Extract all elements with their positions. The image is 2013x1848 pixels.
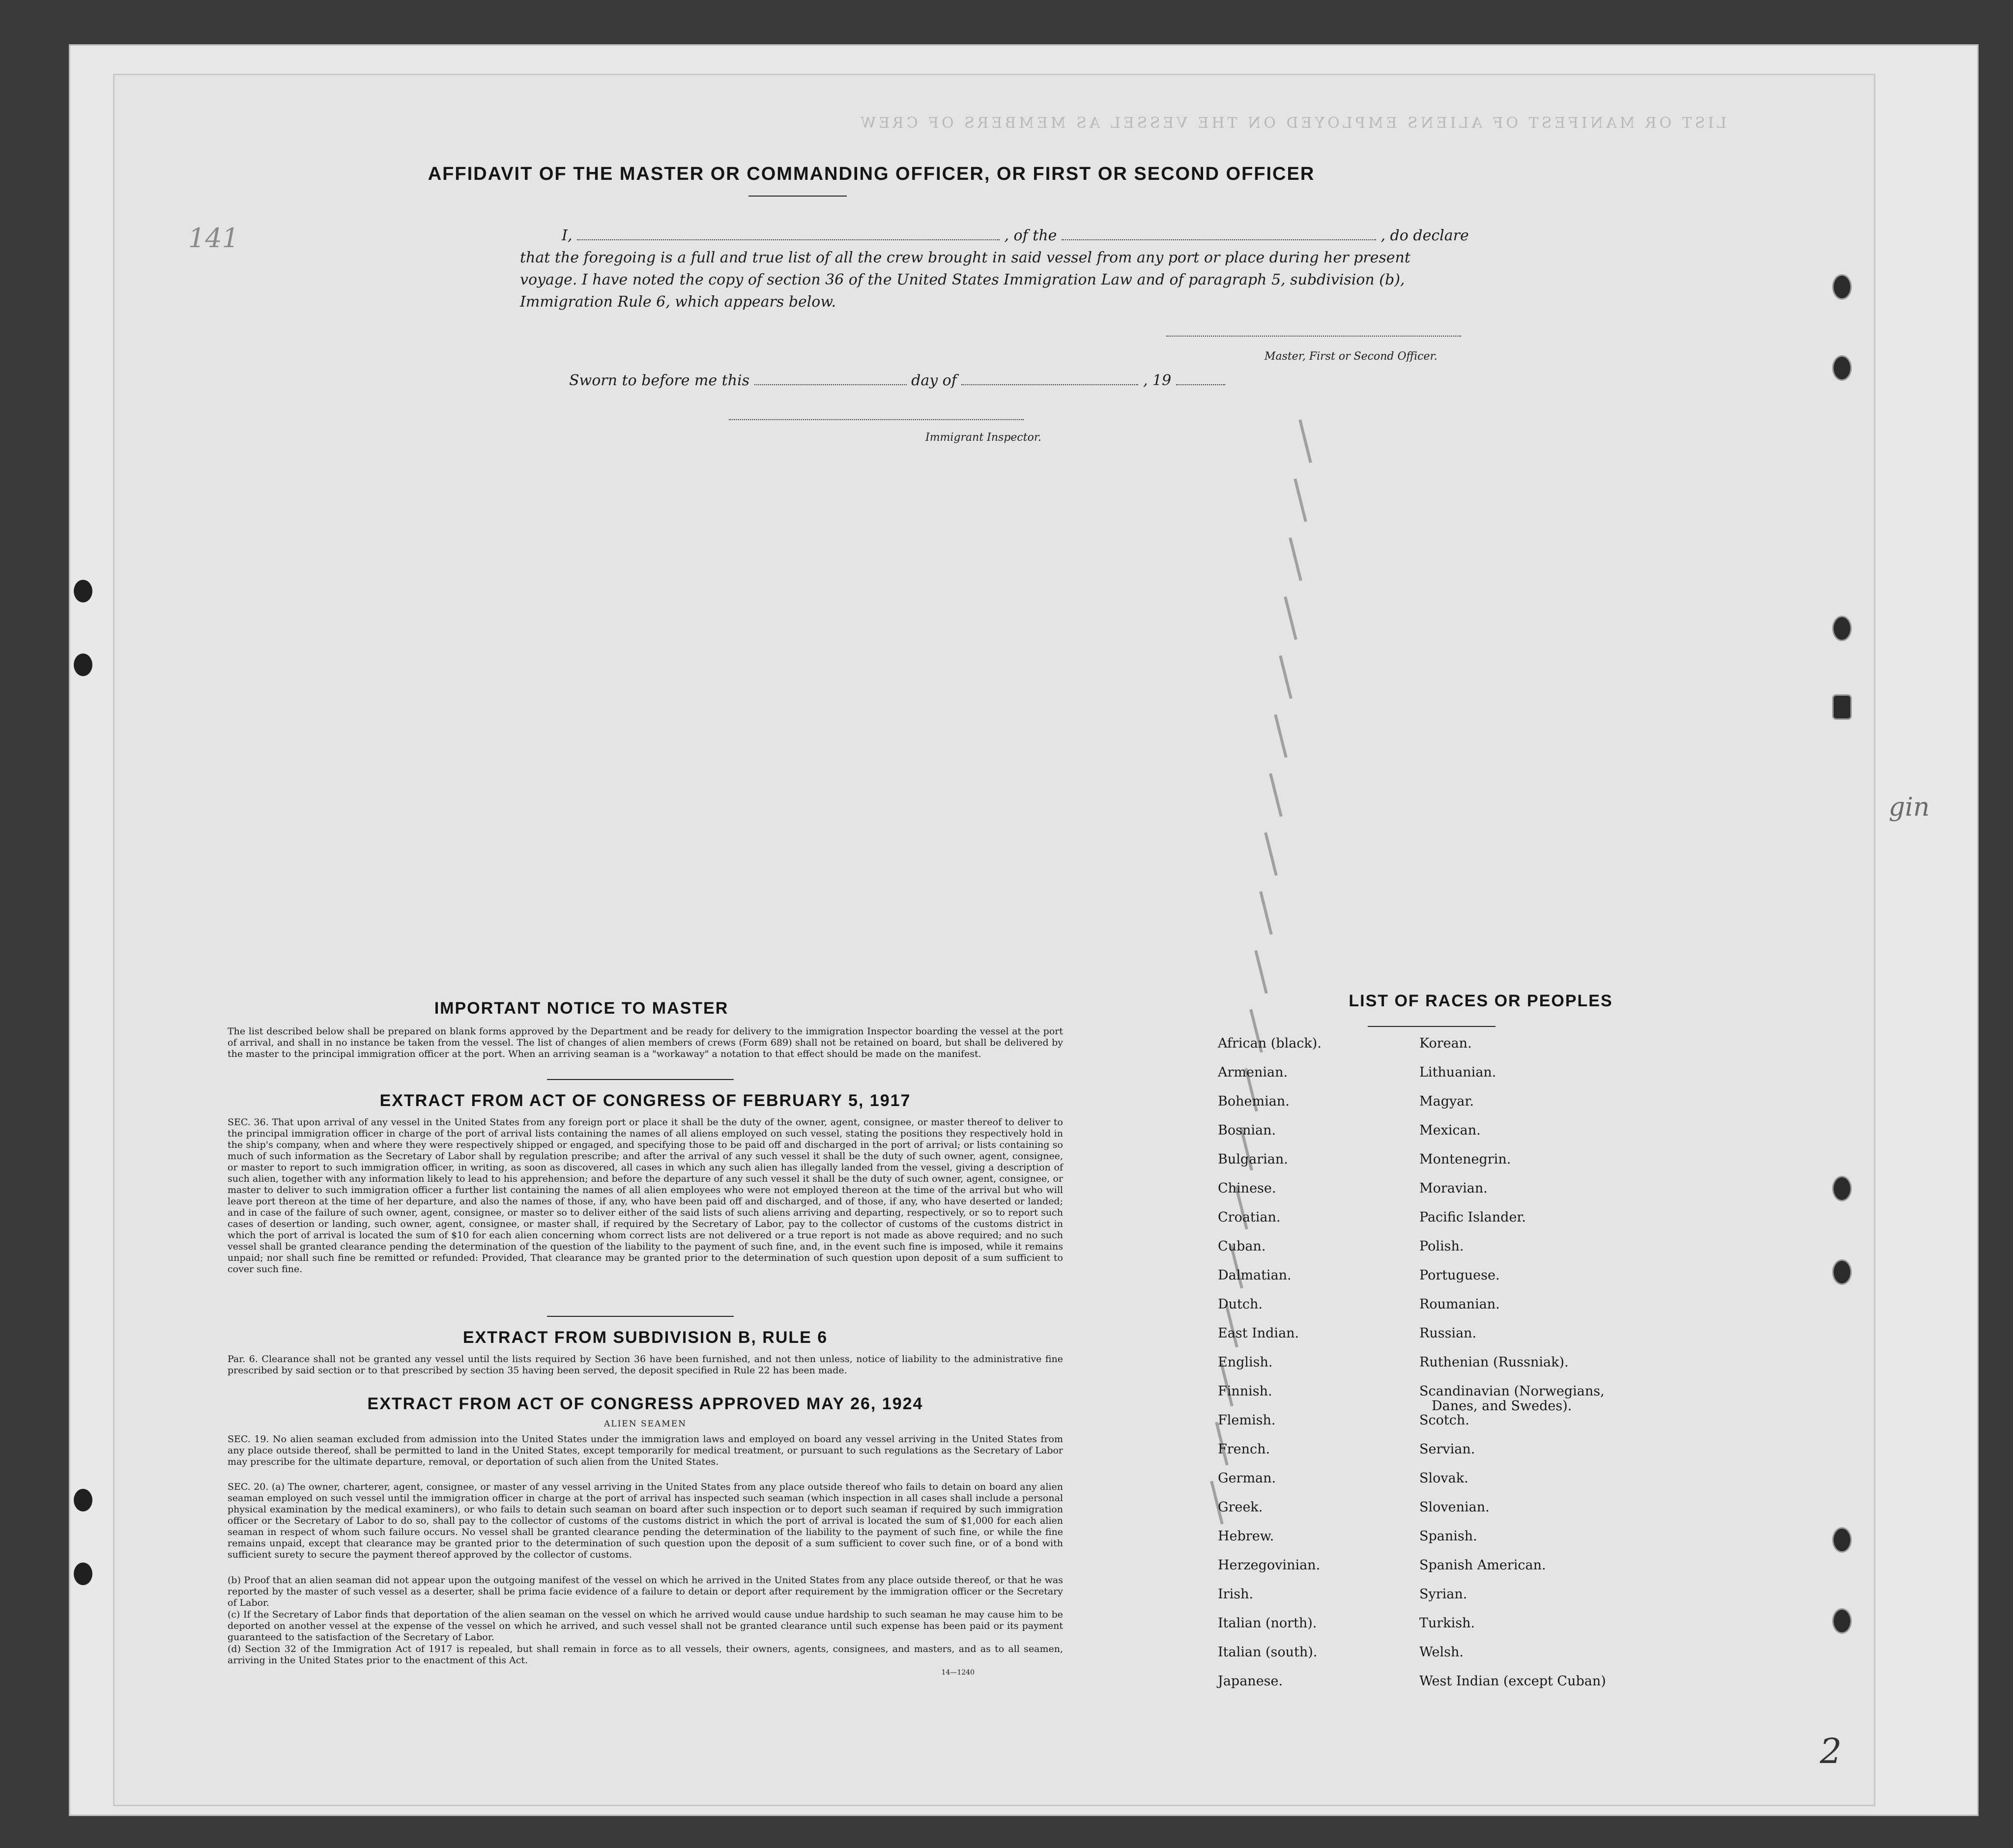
punch-hole [1832,1176,1852,1201]
race-item: Spanish American. [1419,1558,1546,1573]
race-item: Scandinavian (Norwegians, [1419,1384,1605,1399]
race-item: Magyar. [1419,1094,1474,1109]
race-item: Syrian. [1419,1587,1467,1602]
alien-seamen-subtitle: ALIEN SEAMEN [604,1419,687,1429]
affidavit-text-line: that the foregoing is a full and true list of all the crew brought in said vessel from any port or place during her present [520,249,1410,266]
notice-title: IMPORTANT NOTICE TO MASTER [434,999,729,1018]
name-blank[interactable] [577,239,1000,240]
race-item: Moravian. [1419,1181,1488,1196]
section-rule [547,1079,734,1080]
page-number: 141 [188,223,239,254]
i-label: I, [562,227,573,244]
race-item: Bohemian. [1218,1094,1290,1109]
races-rule [1368,1026,1495,1027]
declare-label: , do declare [1380,227,1469,244]
sec19-text: SEC. 19. No alien seaman excluded from admission into the United States under the immigration laws and employed on board any vessel arriving in the United States from any place outside thereof, shall be permitted to land in the United States, except temporarily for medical treatment, or pursuant to such regulations as the Secretary of Labor may prescribe for the ultimate departure, removal, or deportation of such alien from the United States. [228,1434,1063,1467]
bleed-through-header: LIST OR MANIFEST OF ALIENS EMPLOYED ON THE VESSEL AS MEMBERS OF CREW [858,114,1726,132]
race-item: Chinese. [1218,1181,1276,1196]
sec20a-text: SEC. 20. (a) The owner, charterer, agent, consignee, or master of any vessel arriving in the United States from any place outside thereof who fails to detain on board any alien seaman employed on such vessel until the immigration officer in charge at the port of arrival has inspected such seaman (which inspection in all cases shall include a personal physical examination by the medical examiners), or who fails to detain such seaman on board after such inspection or to deport such seaman if required by such immigration officer or the Secretary of Labor to do so, shall pay to the collector of customs of the customs district in which the port of arrival is located the sum of $1,000 for each alien seaman in respect of whom such failure occurs. No vessel shall be granted clearance pending the determination of the liability to the payment of such fine, or while the fine remains unpaid, except that clearance may be granted prior to the determination of such question upon the deposit of a sum sufficient to cover such fine, or of a bond with sufficient surety to secure the payment thereof approved by the collector of customs. [228,1481,1063,1560]
of-the-label: , of the [1004,227,1057,244]
sec20c-text: (c) If the Secretary of Labor finds that deportation of the alien seaman on the vessel on which he arrived would cause undue hardship to such seaman he may cause him to be deported on another vessel at the expense of the vessel on which he arrived, and such vessel shall not be granted clearance until such expense has been paid or its payment guaranteed to the satisfaction of the Secretary of Labor. [228,1609,1063,1643]
tally-mark [1259,891,1273,935]
sworn-label: Sworn to before me this [569,372,750,389]
race-item: East Indian. [1218,1326,1299,1341]
race-item: Italian (north). [1218,1616,1317,1631]
race-item: Armenian. [1218,1065,1288,1080]
extract-rule6-body: Par. 6. Clearance shall not be granted any vessel until the lists required by Section 36 have been furnished, and not then unless, notice of liability to the administrative fine prescribed by said section or to that prescribed by section 35 having been served, the deposit specified in Rule 22 has been made. [228,1354,1063,1376]
race-item: Portuguese. [1419,1268,1500,1283]
sworn-day-blank[interactable] [754,384,907,385]
tally-mark [1289,538,1302,581]
sworn-line [569,370,1306,392]
race-item: French. [1218,1442,1270,1457]
races-title: LIST OF RACES OR PEOPLES [1349,992,1613,1010]
race-item: Danes, and Swedes). [1432,1398,1572,1414]
race-item: Hebrew. [1218,1529,1274,1544]
race-item: African (black). [1218,1036,1322,1051]
tally-mark [1294,479,1307,522]
tally-mark [1254,950,1268,994]
inspector-label: Immigrant Inspector. [925,431,1041,444]
race-item: Dalmatian. [1218,1268,1292,1283]
sworn-year-blank[interactable] [1176,384,1225,385]
race-item: Finnish. [1218,1384,1272,1399]
binder-hole [74,1563,92,1585]
race-item: Korean. [1419,1036,1472,1051]
race-item: Flemish. [1218,1413,1276,1428]
day-of-label: day of [911,372,957,389]
binder-hole [74,654,92,676]
affidavit-text-line: Immigration Rule 6, which appears below. [520,293,836,311]
punch-hole [1832,274,1852,300]
extract-1924-title: EXTRACT FROM ACT OF CONGRESS APPROVED MAY 26, 1924 [367,1394,923,1413]
title-rule [748,196,847,197]
punch-hole [1832,1259,1852,1285]
race-item: Pacific Islander. [1419,1210,1526,1225]
year-label: , 19 [1143,372,1172,389]
race-item: Scotch. [1419,1413,1469,1428]
affidavit-declaration-line [562,225,1618,247]
punch-hole [1832,1527,1852,1553]
race-item: Lithuanian. [1419,1065,1496,1080]
race-item: Slovak. [1419,1471,1468,1486]
race-item: Italian (south). [1218,1645,1318,1660]
tally-mark [1274,714,1288,758]
extract-1917-body: SEC. 36. That upon arrival of any vessel in the United States from any foreign port or place it shall be the duty of the owner, agent, consignee, or master thereof to deliver to the principal immigration officer in charge of the port of arrival lists containing the names of all aliens employed on such vessel, stating the positions they respectively hold in the ship's company, when and where they were respectively shipped or engaged, and specifying those to be paid off and discharged in the port of arrival; or lists containing so much of such information as the Secretary of Labor shall by regulation prescribe; and after the arrival of any such vessel it shall be the duty of such owner, agent, consignee, or master to report to such immigration officer, in writing, as soon as discovered, all cases in which any such alien has illegally landed from the vessel, giving a description of such alien, together with any information likely to lead to his apprehension; and before the departure of any such vessel it shall be the duty of such owner, agent, consignee, or master to deliver to such immigration officer a further list containing the names of all alien employees who were not employed thereon at the time of the arrival but who will leave port thereon at the time of her departure, and also the names of those, if any, who have been paid off and discharged, and of those, if any, who have deserted or landed; and in case of the failure of such owner, agent, consignee, or master so to deliver either of the said lists of such aliens arriving and departing, respectively, or so to report such cases of desertion or landing, such owner, agent, consignee, or master shall, if required by the Secretary of Labor, pay to the collector of customs of the customs district in which the port of arrival is located the sum of $10 for each alien concerning whom correct lists are not delivered or a true report is not made as above required; and no such vessel shall be granted clearance pending the determination of the question of the liability to the payment of such fine, and, in the event such fine is imposed, while it remains unpaid; nor shall such fine be remitted or refunded: Provided, That clearance may be granted prior to the determination of such question upon deposit of a sum sufficient to cover such fine. [228,1117,1063,1275]
race-item: West Indian (except Cuban) [1419,1674,1606,1689]
handwritten-note: gin [1889,793,1930,822]
vessel-blank[interactable] [1062,239,1376,240]
race-item: Irish. [1218,1587,1254,1602]
race-item: Spanish. [1419,1529,1477,1544]
punch-hole [1832,355,1852,381]
master-signature-blank[interactable] [1166,336,1461,337]
race-item: Polish. [1419,1239,1464,1254]
punch-hole [1832,694,1852,720]
binder-hole [74,580,92,602]
race-item: Croatian. [1218,1210,1281,1225]
race-item: Montenegrin. [1419,1152,1511,1167]
inspector-signature-blank[interactable] [729,419,1024,420]
sworn-month-blank[interactable] [961,384,1138,385]
binder-hole [74,1489,92,1511]
affidavit-text-line: voyage. I have noted the copy of section 36 of the United States Immigration Law and of paragraph 5, subdivision (b), [520,271,1405,288]
tally-mark [1284,597,1297,640]
notice-body: The list described below shall be prepared on blank forms approved by the Department and be ready for delivery to the immigration Inspector boarding the vessel at the port of arrival, and shall in no instance be taken from the vessel. The list of changes of alien members of crews (Form 689) shall not be retained on board, but shall be delivered by the master to the principal immigration officer at the port. When an arriving seaman is a "workaway" a notation to that effect should be made on the manifest. [228,1026,1063,1059]
section-rule [547,1316,734,1317]
race-item: Roumanian. [1419,1297,1500,1312]
handwritten-corner-mark: 2 [1820,1731,1842,1771]
race-item: Dutch. [1218,1297,1263,1312]
extract-rule6-title: EXTRACT FROM SUBDIVISION B, RULE 6 [462,1328,828,1347]
master-signature-label: Master, First or Second Officer. [1265,350,1438,363]
race-item: Ruthenian (Russniak). [1419,1355,1569,1370]
punch-hole [1832,1608,1852,1634]
race-item: German. [1218,1471,1276,1486]
race-item: Cuban. [1218,1239,1266,1254]
race-item: Bulgarian. [1218,1152,1288,1167]
affidavit-title: AFFIDAVIT OF THE MASTER OR COMMANDING OFFICER, OR FIRST OR SECOND OFFICER [428,164,1315,184]
sec20b-text: (b) Proof that an alien seaman did not appear upon the outgoing manifest of the vessel on which he arrived in the United States from any place outside thereof, or that he was reported by the master of such vessel as a deserter, shall be prima facie evidence of a failure to detain or deport after requirement by the immigration officer or the Secretary of Labor. [228,1575,1063,1608]
race-item: Mexican. [1419,1123,1481,1138]
punch-hole [1832,616,1852,641]
race-item: English. [1218,1355,1273,1370]
tally-mark [1269,773,1283,817]
form-number: 14—1240 [941,1669,975,1677]
race-item: Japanese. [1218,1674,1283,1689]
affidavit-sheet [113,74,1930,1806]
race-item: Bosnian. [1218,1123,1276,1138]
race-item: Turkish. [1419,1616,1475,1631]
tally-mark [1279,655,1293,699]
extract-1917-title: EXTRACT FROM ACT OF CONGRESS OF FEBRUARY 5, 1917 [379,1091,911,1110]
race-item: Russian. [1419,1326,1477,1341]
tally-mark [1264,832,1278,876]
race-item: Servian. [1419,1442,1475,1457]
race-item: Herzegovinian. [1218,1558,1321,1573]
tally-mark [1298,420,1312,463]
race-item: Slovenian. [1419,1500,1490,1515]
race-item: Greek. [1218,1500,1263,1515]
sec20d-text: (d) Section 32 of the Immigration Act of 1917 is repealed, but shall remain in force as to all vessels, their owners, agents, consignees, and masters, and as to all seamen, arriving in the United States prior to the enactment of this Act. [228,1644,1063,1666]
race-item: Welsh. [1419,1645,1464,1660]
